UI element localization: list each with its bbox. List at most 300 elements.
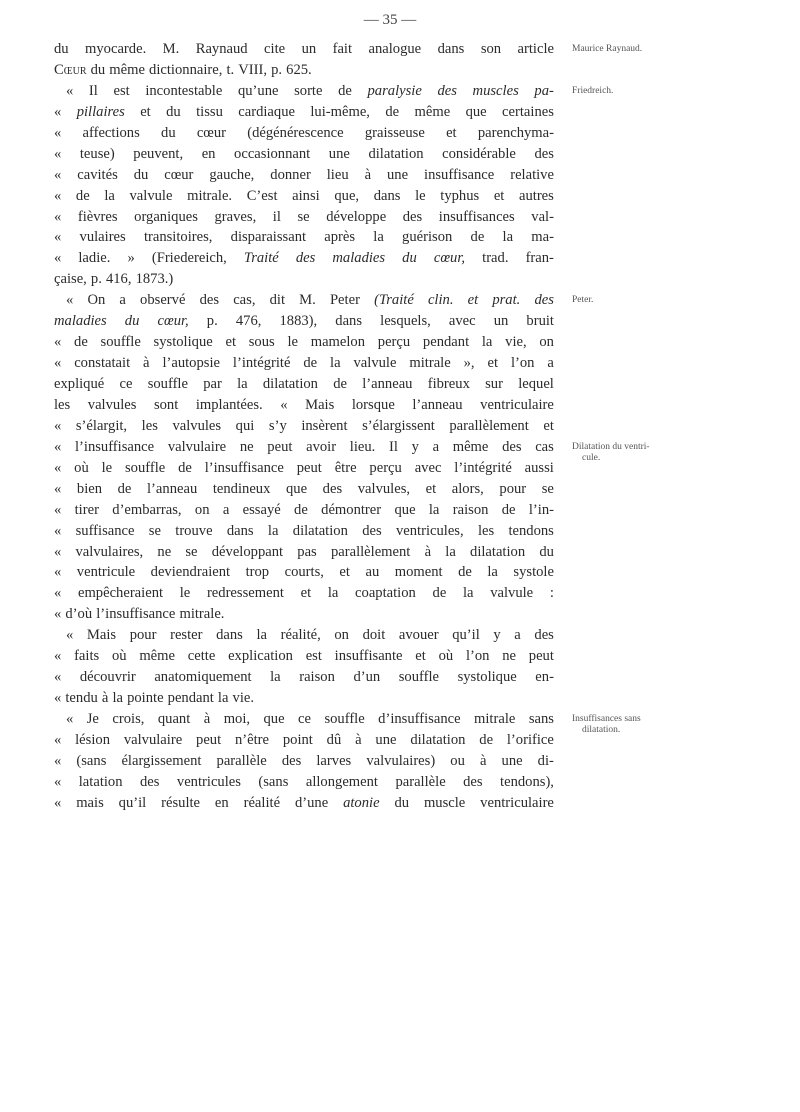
word: lequel [518,376,554,392]
word: tendons), [500,773,554,790]
word: « [54,731,62,748]
word: mais [76,794,104,811]
word: dilatation [470,543,526,560]
word: mitrale [409,355,451,372]
word: typhus [440,187,480,204]
word: (Traité [374,292,414,309]
word: de [117,480,132,497]
word: valvules [87,396,137,413]
word: cite [264,41,286,57]
word: et [543,417,554,434]
word: moment [394,564,443,581]
word: « [54,669,62,686]
word: l’anneau [412,396,463,413]
word: cœur [196,124,227,141]
word: Traité [243,250,279,267]
word: parallèle [216,752,267,769]
word: dû [326,731,342,748]
word: « [54,585,62,602]
word: « [66,711,74,727]
word: la [327,585,339,602]
word: faits [74,648,100,665]
paragraph [54,290,554,625]
word: pendant [422,334,470,351]
word: parallèle [395,773,446,790]
word: en [201,145,216,162]
word: l’in- [528,501,554,518]
word: « [54,438,62,455]
word: l’intégrité [454,459,512,476]
word: la [267,522,279,539]
word: et [425,480,437,497]
text-line [54,207,554,228]
text-line [54,102,554,123]
word: relative [510,166,554,183]
word: ainsi [292,187,320,204]
word: a [222,501,230,518]
word: se [541,480,554,497]
word: M. [162,41,180,57]
word: l’intégrité [232,355,291,372]
text-line [54,144,554,165]
text-line [54,353,554,374]
word: On [87,292,106,309]
text-line [54,604,554,625]
word: constatait [74,355,131,372]
word: fibreux [427,376,470,392]
text-line [54,186,554,207]
word: des [502,438,522,455]
word: la [428,501,440,518]
margin-note-text: Friedreich. [572,85,614,96]
margin-note-text: Insuffisances sans [572,714,641,725]
word: des [139,773,160,790]
word: des [199,292,220,309]
word: en [214,794,229,811]
word: trop [245,564,270,581]
word: pa- [534,82,554,99]
margin-note [572,86,742,97]
word: pointe [127,690,164,707]
word: ou [450,752,465,769]
word: et [487,355,499,372]
word: que [286,480,308,497]
word: autres [518,187,554,204]
text-line [54,165,554,186]
word: prat. [492,292,521,309]
word: vie. [232,690,255,707]
word: y [493,627,501,644]
text-line [54,269,554,290]
margin-note [572,295,742,306]
word: la [112,690,123,707]
text-line [54,562,554,583]
word: de [458,564,472,581]
word: peut [267,438,293,455]
word: valvulaire [123,731,183,748]
word: et [339,564,350,581]
word: d’insuffisance [378,711,461,727]
word: « [54,480,62,497]
word: muscles [472,82,519,99]
word: « [54,752,62,769]
word: à [101,690,109,707]
word: anatomiquement [154,669,252,686]
word: on [334,627,349,644]
word: » [127,250,135,267]
word: valvules, [357,480,411,497]
word: réalité [243,794,281,811]
word: n’être [234,731,270,748]
word: muscle [423,794,466,811]
word: l’insuffisance [204,459,284,476]
word: a [547,355,554,372]
word: clin. [427,292,454,309]
text-line [54,227,554,248]
word: peut [528,648,554,665]
word: d’un [353,669,381,686]
word: après [324,229,356,246]
word: le [179,585,191,602]
word: la [462,585,474,602]
word: du [133,166,149,183]
word: 416, [105,271,132,288]
word: « [66,82,74,99]
word: le [415,187,426,204]
text-line [54,730,554,751]
word: développe [326,208,387,225]
word: des [362,522,382,539]
word: que [465,103,487,120]
word: un [493,313,509,330]
word: qu’il [452,627,480,644]
word: aussi [524,459,554,476]
word: insuffisante [334,648,403,665]
word: s’élargissent [362,417,435,434]
word: certaines [502,103,554,120]
word: p. [206,313,218,330]
word: et [300,585,312,602]
word: insuffisance [424,166,495,183]
word: de [75,187,90,204]
word: l’insuffisance [96,606,176,623]
word: incontestable [145,82,223,99]
word: dans [335,313,363,330]
word: point [282,731,313,748]
word: que, [334,187,360,204]
margin-note-text: Dilatation du ventri- [572,442,650,453]
word: çaise, [54,271,87,288]
word: valvule [353,355,397,372]
word: Mais [86,627,117,644]
word: val- [531,208,554,225]
word: souffle [100,334,141,351]
word: des [437,82,457,99]
word: rester [170,627,203,644]
word: bruit [526,313,554,330]
word: pour [499,480,527,497]
word: deviendraient [150,564,231,581]
word: organiques [134,208,198,225]
text-line [54,437,554,458]
word: « [54,794,62,811]
word: « [66,627,74,644]
word: lorsque [351,396,395,413]
word: sont [153,396,179,413]
word: (sans [258,773,289,790]
word: une [501,752,523,769]
word: « [54,166,62,183]
word: du [54,41,69,57]
word: suffisance [75,522,135,539]
text-line [54,583,554,604]
word: crois, [112,711,145,727]
word: des [295,250,316,267]
word: pendant [167,690,214,707]
word: paralysie [367,82,422,99]
word: sorte [294,82,323,99]
word: vie, [505,334,527,351]
word: qu’une [237,82,279,99]
word: maladies [54,313,107,330]
word: : [549,585,554,602]
word: du [124,313,140,330]
word: d’embarras, [112,501,182,518]
margin-note-continuation: cule. [582,453,601,464]
word: du [166,103,181,120]
word: « [54,334,62,351]
word: ma- [531,229,554,246]
word: qui [235,417,255,434]
text-line [54,667,554,688]
word: des [534,145,554,162]
text-line [54,646,554,667]
word: dans [226,522,254,539]
word: ne [157,543,172,560]
word: implantées. [195,396,263,413]
word: trouve [175,522,213,539]
text-line [54,416,554,437]
word: « [54,187,62,204]
word: cas, [233,292,256,309]
word: qu’il [118,794,147,811]
word: les [477,522,495,539]
word: insuffisances [438,208,515,225]
word: la [373,229,384,246]
word: à [364,166,372,183]
word: « [54,606,62,623]
word: myocarde. [85,41,147,57]
word: courts, [284,564,324,581]
word: valvules [172,417,222,434]
word: même [414,103,451,120]
word: a [432,438,440,455]
word: avoir [306,438,337,455]
word: avouer [398,627,439,644]
word: dilatation [368,145,424,162]
word: perçu [369,459,402,476]
text-line [54,479,554,500]
word: l’orifice [506,731,554,748]
word: l’autopsie [162,355,220,372]
text-line [54,81,554,102]
margin-note [572,44,742,55]
word: « [54,103,62,120]
word: on [539,334,554,351]
word: en- [535,669,554,686]
word: tendineux [212,480,271,497]
paragraph [54,625,554,709]
word: à [479,752,487,769]
word: cœur [164,166,194,183]
word: se [148,522,161,539]
word: raison [299,669,335,686]
word: larves [316,752,352,769]
word: la [502,229,514,246]
word: (sans [76,752,107,769]
word: 625. [286,61,312,78]
word: Il [389,438,398,455]
text-line [54,688,554,709]
text-line [54,248,554,269]
word: des [534,292,554,309]
word: graisseuse [364,124,425,141]
word: dans [437,41,465,57]
word: Mais [305,396,335,413]
word: tendons [508,522,554,539]
word: alors, [451,480,484,497]
word: réalité, [280,627,321,644]
page-number [0,12,800,29]
word: guérison [402,229,453,246]
word: maladies [332,250,386,267]
word: peut [296,459,322,476]
word: Il [88,82,98,99]
word: « [54,690,62,707]
word: on [194,501,210,518]
word: la [217,690,229,707]
word: de [333,376,347,392]
word: la [104,187,115,204]
word: « [54,648,62,665]
text-line [54,751,554,772]
word: systole [513,564,554,581]
text-line [54,500,554,521]
word: à [355,731,362,748]
word: la [270,669,281,686]
word: se [185,543,198,560]
word: la [481,334,493,351]
word: 476, [235,313,262,330]
word: « [54,773,62,790]
word: avec [414,459,442,476]
word: souffle [324,711,365,727]
margin-note [572,442,742,464]
word: (dégénérescence [247,124,344,141]
word: cœur, [157,313,189,330]
margin-note-text: Peter. [572,295,594,306]
paragraph [54,39,554,81]
word: est [305,648,322,665]
word: des [322,480,343,497]
word: C’est [246,187,278,204]
word: d’où [65,606,93,623]
word: l’anneau [147,480,198,497]
text-line [54,311,554,332]
word: affections [82,124,140,141]
word: du [90,61,106,78]
word: « [54,564,62,581]
word: se [297,208,310,225]
word: trad. [482,250,509,267]
word: », [463,355,475,372]
word: transitoires, [143,229,213,246]
word: VIII, [238,61,268,78]
word: Je [86,711,99,727]
word: et [140,103,151,120]
word: coaptation [355,585,416,602]
word: l’anneau [362,376,413,392]
word: des [534,627,554,644]
word: expliqué [54,376,105,392]
word: son [480,41,502,57]
word: et [446,124,457,141]
word: ne [239,438,254,455]
word: la [445,543,456,560]
word: essayé [242,501,281,518]
word: valvulaires, [75,543,144,560]
word: dit [269,292,286,309]
word: tendu [65,690,98,707]
word: par [203,376,222,392]
word: des [463,773,483,790]
word: 1883), [279,313,318,330]
word: M. [299,292,316,309]
word: que [394,501,416,518]
word: systolique [457,669,517,686]
word: que [263,711,285,727]
word: cavités [77,166,118,183]
word: de [470,229,485,246]
word: fran- [525,250,554,267]
word: systolique [153,334,213,351]
word: lesquels, [380,313,431,330]
text-line [54,332,554,353]
word: est [113,82,130,99]
word: le [287,334,298,351]
word: « [54,229,62,246]
word: être [334,459,357,476]
word: souffle [398,669,440,686]
word: découvrir [79,669,136,686]
word: observé [140,292,186,309]
word: à [143,355,150,372]
word: où [111,648,127,665]
word: lésion [75,731,110,748]
word: « [54,522,62,539]
word: raison [452,501,489,518]
word: considérable [442,145,516,162]
word: gauche, [209,166,255,183]
word: (Friedereich, [151,250,227,267]
word: la [487,564,498,581]
word: Raynaud [195,41,248,57]
word: disparaissant [230,229,307,246]
text-line [54,709,554,730]
word: valvule [129,187,173,204]
word: lieu [326,166,349,183]
word: « [54,417,62,434]
